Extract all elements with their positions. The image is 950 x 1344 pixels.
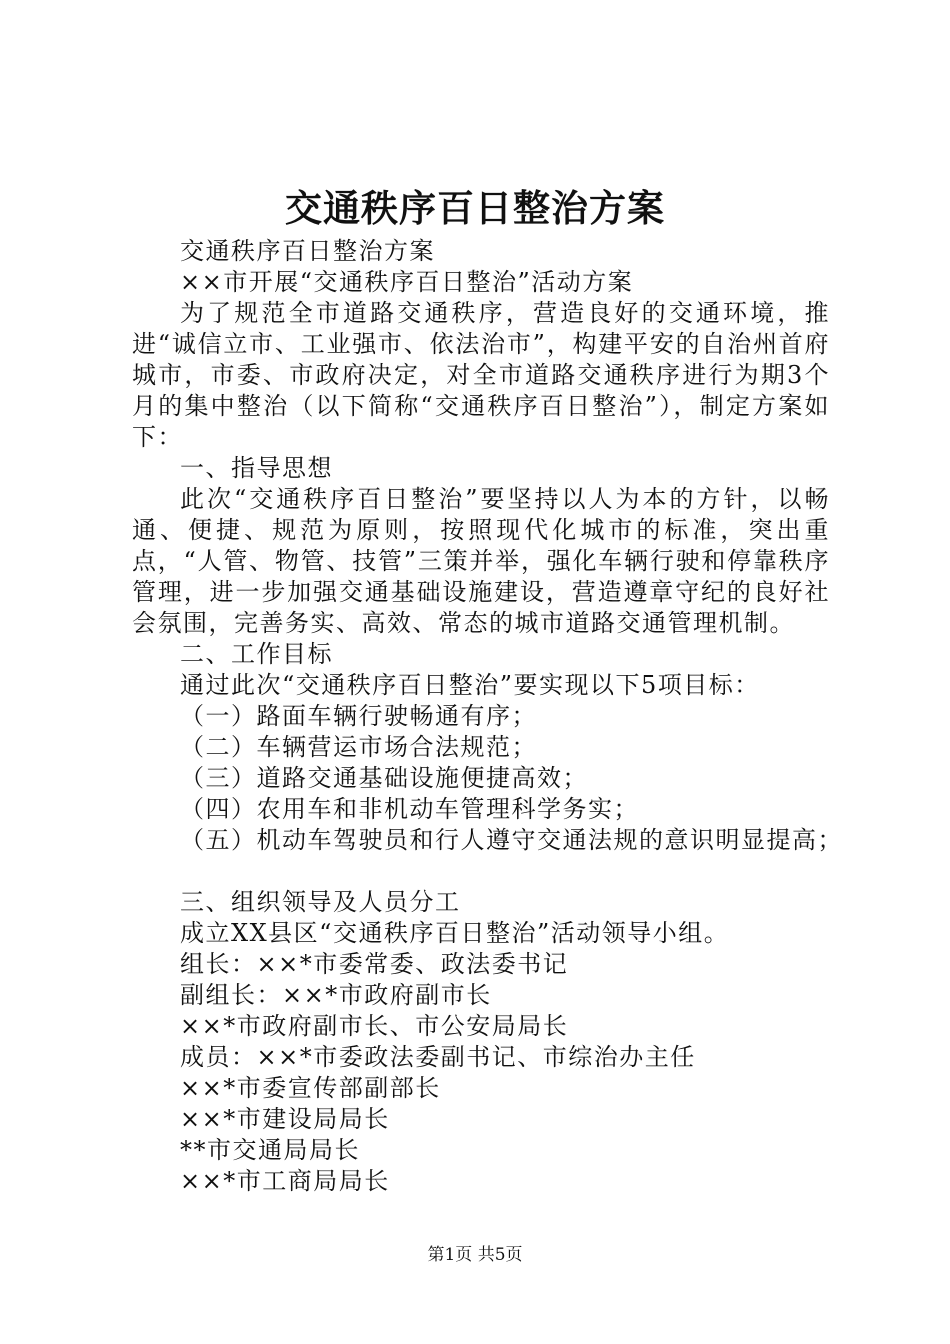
goal-item: （五）机动车驾驶员和行人遵守交通法规的意识明显提高； <box>180 826 843 854</box>
organization-line: 成立XX县区“交通秩序百日整治”活动领导小组。 <box>180 919 730 947</box>
organization-line: ××*市工商局局长 <box>180 1167 390 1195</box>
goal-item: （三）道路交通基础设施便捷高效； <box>180 764 588 792</box>
organization-line: **市交通局局长 <box>180 1136 360 1164</box>
organization-line: ××*市政府副市长、市公安局局长 <box>180 1012 569 1040</box>
goal-item: （二）车辆营运市场合法规范； <box>180 733 537 761</box>
intro-paragraph: 为了规范全市道路交通秩序，营造良好的交通环境，推进“诚信立市、工业强市、依法治市”，构建平安的自治州首府城市，市委、市政府决定，对全市道路交通秩序进行为期3个月的集中整治（以下简称“交通秩序百日整治”），制定方案如下： <box>132 299 830 451</box>
goal-item: （一）路面车辆行驶畅通有序； <box>180 702 537 730</box>
section-heading-guiding-thought: 一、指导思想 <box>180 454 333 482</box>
guiding-thought-paragraph: 此次“交通秩序百日整治”要坚持以人为本的方针，以畅通、便捷、规范为原则，按照现代化城市的标准，突出重点，“人管、物管、技管”三策并举，强化车辆行驶和停靠秩序管理，进一步加强交通基础设施建设，营造遵章守纪的良好社会氛围，完善务实、高效、常态的城市道路交通管理机制。 <box>132 485 830 637</box>
plan-heading: ××市开展“交通秩序百日整治”活动方案 <box>180 268 634 296</box>
organization-line: ××*市建设局局长 <box>180 1105 390 1133</box>
work-goals-intro: 通过此次“交通秩序百日整治”要实现以下5项目标： <box>180 671 760 699</box>
subtitle-line: 交通秩序百日整治方案 <box>180 237 435 265</box>
document-title: 交通秩序百日整治方案 <box>285 186 665 230</box>
organization-line: 组长：××*市委常委、政法委书记 <box>180 950 569 978</box>
goal-item: （四）农用车和非机动车管理科学务实； <box>180 795 639 823</box>
page-number-footer: 第1页 共5页 <box>427 1245 523 1265</box>
organization-line: 副组长：××*市政府副市长 <box>180 981 492 1009</box>
document-body <box>132 236 843 1197</box>
section-heading-organization: 三、组织领导及人员分工 <box>180 888 461 916</box>
organization-line: 成员：××*市委政法委副书记、市综治办主任 <box>180 1043 696 1071</box>
section-heading-work-goals: 二、工作目标 <box>180 640 333 668</box>
blank-line <box>132 856 830 887</box>
organization-line: ××*市委宣传部副部长 <box>180 1074 441 1102</box>
